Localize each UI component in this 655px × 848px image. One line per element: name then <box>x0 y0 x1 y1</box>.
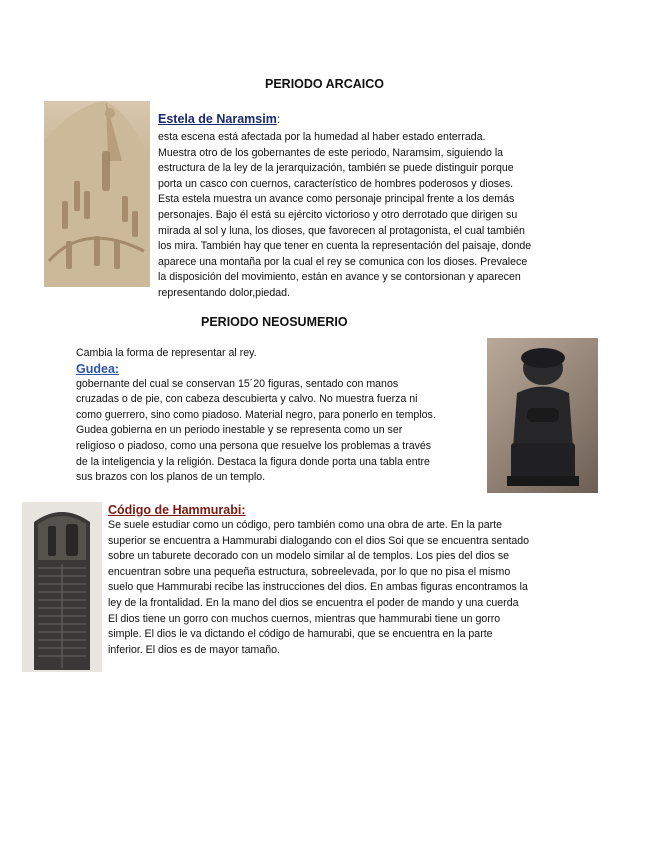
text-line: Se suele estudiar como un código, pero también como una obra de arte. En la parte <box>108 519 502 531</box>
section-title-neosumerio: PERIODO NEOSUMERIO <box>201 315 348 329</box>
text-line: ley de la frontalidad. En la mano del dios se encuentra el poder de mando y una cuerda <box>108 596 519 609</box>
gudea-statue-image <box>487 338 598 493</box>
text-line: Esta estela muestra un avance como personaje principal frente a los demás <box>158 193 515 206</box>
text-line: representando dolor,piedad. <box>158 286 290 299</box>
text-line: Muestra otro de los gobernantes de este periodo, Naramsim, siguiendo la <box>158 146 504 159</box>
text-line: cruzadas o de pie, con cabeza descubierta y calvo. No muestra fuerza ni <box>76 393 418 406</box>
text-line: sobre un taburete decorado con un modelo similar al de templos. Los pies del dios se <box>108 550 510 563</box>
hammurabi-subtitle: Código de Hammurabi: <box>108 503 246 517</box>
text-line: superior se encuentra a Hammurabi dialogando con el dios Soi que se encuentra sentado <box>108 534 530 547</box>
naramsin-stela-image <box>44 101 150 287</box>
text-line: inferior. El dios es de mayor tamaño. <box>108 643 280 656</box>
gudea-intro: Cambia la forma de representar al rey. <box>76 347 257 359</box>
text-line: sus brazos con los planos de un templo. <box>76 471 266 484</box>
hammurabi-text <box>108 518 588 658</box>
text-line: estructura de la ley de la jerarquización, también se puede distinguir porque <box>158 162 514 175</box>
text-line: los mira. También hay que tener en cuenta la representación del paisaje, donde <box>158 240 532 253</box>
text-line: encuentran sobre una pequeña estructura, sobreelevada, por lo que no pisa el mismo <box>108 565 511 578</box>
naramsin-text <box>158 130 588 302</box>
text-line: personajes. Bajo él está su ejército victorioso y otro derrotado que dirigen su <box>158 208 518 221</box>
section-title-arcaico: PERIODO ARCAICO <box>265 77 384 91</box>
gudea-subtitle: Gudea: <box>76 361 120 376</box>
text-line: religioso o piadoso, como una persona que resuelve los problemas a través <box>76 439 432 452</box>
text-line: simple. El dios le va dictando el código de hamurabi, que se encuentra en la parte <box>108 628 493 641</box>
text-line: gobernante del cual se conservan 15´20 figuras, sentado con manos <box>76 377 399 390</box>
text-line: esta escena está afectada por la humedad al haber estado enterrada. <box>158 131 486 143</box>
text-line: de la inteligencia y la religión. Destaca la figura donde porta una tabla entre <box>76 455 430 468</box>
hammurabi-code-image <box>22 502 102 672</box>
gudea-text <box>76 377 486 486</box>
text-line: El dios tiene un gorro con muchos cuernos, mientras que hammurabi tiene un gorro <box>108 612 501 625</box>
text-line: porta un casco con cuernos, característico de hombres poderosos y dioses. <box>158 177 514 190</box>
text-line: aparece una montaña por la cual el rey se comunica con los dioses. Prevalece <box>158 255 528 268</box>
text-line: mirada al sol y luna, los dioses, que favorecen al protagonista, el cual también <box>158 224 525 237</box>
text-line: como guerrero, sino como piadoso. Material negro, para ponerlo en templos. <box>76 408 436 421</box>
text-line: la disposición del movimiento, están en avance y se contorsionan y aparecen <box>158 271 521 284</box>
text-line: suelo que Hammurabi recibe las instrucciones del dios. En ambas figuras encontramos la <box>108 581 528 594</box>
naramsin-subtitle: Estela de Naramsim <box>158 112 277 126</box>
text-line: Gudea gobierna en un periodo inestable y se representa como un ser <box>76 424 403 437</box>
